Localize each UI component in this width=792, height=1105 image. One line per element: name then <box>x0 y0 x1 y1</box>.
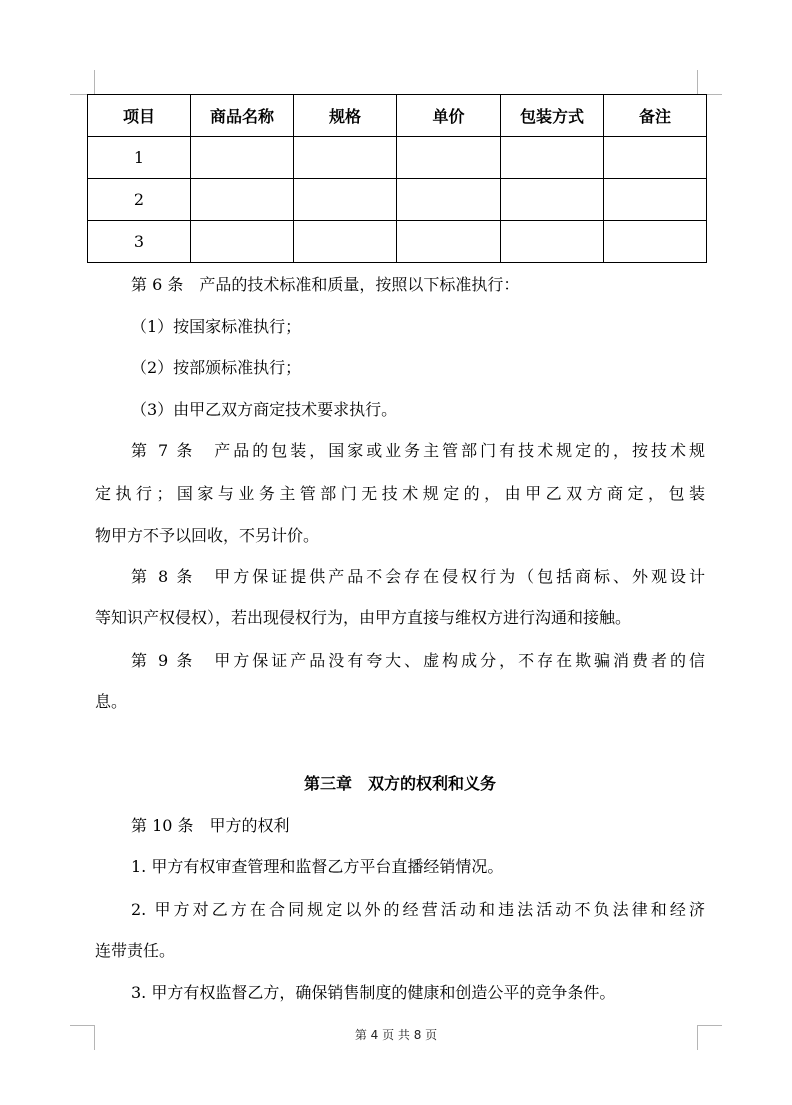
table-header-cell: 规格 <box>294 95 397 137</box>
table-header-cell: 项目 <box>88 95 191 137</box>
table-cell <box>604 137 707 179</box>
article-9-line-1: 第 9 条 甲方保证产品没有夸大、虚构成分，不存在欺骗消费者的信 <box>131 651 705 670</box>
table-cell <box>191 179 294 221</box>
table-cell <box>294 179 397 221</box>
article-6-item-2: （2）按部颁标准执行； <box>131 358 302 377</box>
page-number-footer: 第 4 页 共 8 页 <box>354 1028 438 1042</box>
table-cell <box>191 221 294 263</box>
chapter-title: 第三章 双方的权利和义务 <box>303 774 496 793</box>
page-corner-mark-top-left <box>70 70 95 95</box>
table-cell: 3 <box>88 221 191 263</box>
table-cell <box>294 221 397 263</box>
table-header-cell: 备注 <box>604 95 707 137</box>
table-row <box>88 221 707 263</box>
table-cell <box>501 179 604 221</box>
table-cell <box>501 137 604 179</box>
goods-table <box>87 94 707 263</box>
article-6-item-3: （3）由甲乙双方商定技术要求执行。 <box>131 400 398 419</box>
page-corner-mark-top-right <box>697 70 722 95</box>
table-cell <box>397 137 501 179</box>
article-10-item-2-line-1: 2. 甲方对乙方在合同规定以外的经营活动和违法活动不负法律和经济 <box>131 900 705 919</box>
table-cell <box>397 221 501 263</box>
table-cell <box>604 221 707 263</box>
table-header-row <box>88 95 707 137</box>
article-7-line-3: 物甲方不予以回收，不另计价。 <box>95 526 320 545</box>
article-10-item-2-line-2: 连带责任。 <box>95 941 176 960</box>
table-row <box>88 137 707 179</box>
table-cell: 2 <box>88 179 191 221</box>
table-header-cell: 单价 <box>397 95 501 137</box>
table-row <box>88 179 707 221</box>
table-header-cell: 商品名称 <box>191 95 294 137</box>
table-cell <box>604 179 707 221</box>
article-8-line-1: 第 8 条 甲方保证提供产品不会存在侵权行为（包括商标、外观设计 <box>131 567 705 586</box>
article-10-item-3: 3. 甲方有权监督乙方，确保销售制度的健康和创造公平的竞争条件。 <box>131 983 616 1002</box>
article-10-item-1: 1. 甲方有权审查管理和监督乙方平台直播经销情况。 <box>131 857 504 876</box>
article-8-line-2: 等知识产权侵权），若出现侵权行为，由甲方直接与维权方进行沟通和接触。 <box>95 608 632 627</box>
table-cell: 1 <box>88 137 191 179</box>
article-10-title: 第 10 条 甲方的权利 <box>131 816 290 835</box>
table-header-cell: 包装方式 <box>501 95 604 137</box>
table-cell <box>501 221 604 263</box>
article-6-line: 第 6 条 产品的技术标准和质量，按照以下标准执行： <box>131 275 520 294</box>
article-9-line-2: 息。 <box>95 692 128 711</box>
article-7-line-1: 第 7 条 产品的包装，国家或业务主管部门有技术规定的，按技术规 <box>131 441 705 460</box>
table-cell <box>191 137 294 179</box>
table-cell <box>397 179 501 221</box>
article-6-item-1: （1）按国家标准执行； <box>131 317 302 336</box>
article-7-line-2: 定执行；国家与业务主管部门无技术规定的，由甲乙双方商定，包装 <box>95 484 705 503</box>
table-cell <box>294 137 397 179</box>
